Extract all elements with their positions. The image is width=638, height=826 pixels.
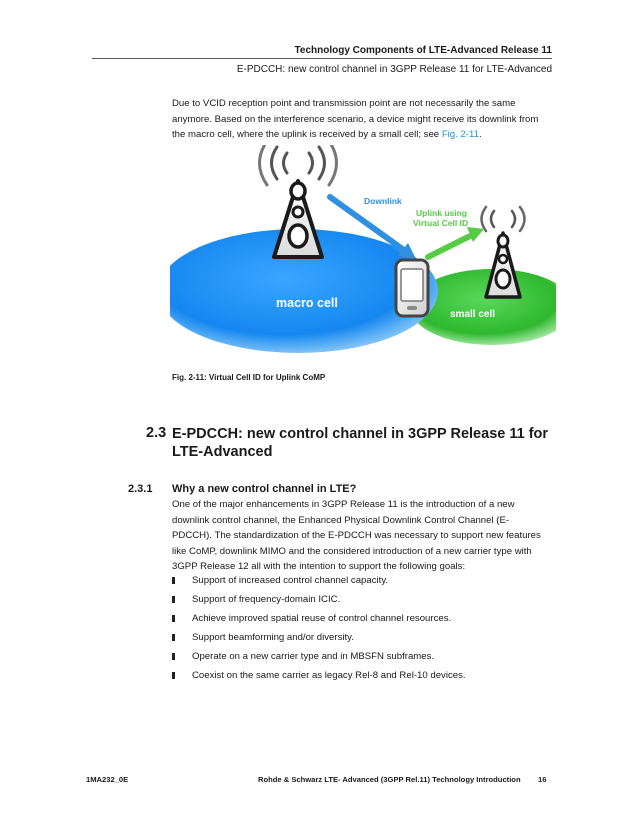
small-cell-tower-icon	[482, 207, 525, 297]
list-item	[172, 611, 554, 630]
macro-cell-label: macro cell	[276, 296, 338, 310]
intro-paragraph	[172, 96, 554, 143]
body-line: downlink control channel, the Enhanced Physical Downlink Control Channel (E-	[172, 514, 510, 526]
uplink-arrow	[428, 227, 484, 257]
list-item	[172, 649, 554, 668]
intro-line	[172, 127, 554, 143]
bullet-icon	[172, 577, 175, 584]
running-header-title: Technology Components of LTE-Advanced Release 11	[294, 45, 552, 56]
list-item	[172, 630, 554, 649]
bullet-icon	[172, 672, 175, 679]
body-line: like CoMP, downlink MIMO and the considered introduction of a new carrier type with	[172, 545, 532, 557]
section-title-line: E-PDCCH: new control channel in 3GPP Release 11 for	[172, 426, 549, 442]
intro-text: the macro cell, where the uplink is received by a small cell; see	[172, 129, 442, 140]
intro-text: .	[478, 129, 482, 140]
goal-text: Coexist on the same carrier as legacy Rel-8 and Rel-10 devices.	[192, 670, 466, 681]
goal-text: Support beamforming and/or diversity.	[192, 632, 354, 643]
figure-caption: Fig. 2-11: Virtual Cell ID for Uplink CoMP	[172, 373, 326, 382]
running-header-subtitle: E-PDCCH: new control channel in 3GPP Release 11 for LTE-Advanced	[236, 64, 552, 75]
goal-text: Support of frequency-domain ICIC.	[192, 594, 341, 605]
bullet-icon	[172, 615, 175, 622]
bullet-icon	[172, 634, 175, 641]
body-line: 3GPP Release 12 all with the intention to support the following goals:	[172, 561, 466, 572]
section-title-line: LTE-Advanced	[172, 444, 273, 460]
bullet-icon	[172, 596, 175, 603]
intro-line: Due to VCID reception point and transmission point are not necessarily the same	[172, 98, 516, 109]
mobile-device-icon	[396, 260, 428, 316]
body-line: PDCCH). The standardization of the E-PDCCH was necessary to support new features	[172, 530, 541, 541]
footer-title: Rohde & Schwarz LTE- Advanced (3GPP Rel.11) Technology Introduction	[258, 775, 521, 784]
bullet-icon	[172, 653, 175, 660]
subsection-title: Why a new control channel in LTE?	[172, 483, 357, 495]
small-cell-label: small cell	[450, 309, 496, 320]
uplink-label-line2: Virtual Cell ID	[413, 218, 469, 228]
section-title	[172, 425, 552, 461]
downlink-label: Downlink	[364, 196, 402, 206]
header-rule	[92, 58, 552, 59]
list-item	[172, 668, 554, 687]
body-paragraph	[172, 497, 554, 575]
section-number: 2.3	[146, 425, 167, 441]
goals-list	[172, 573, 554, 687]
virtual-cell-id-figure	[170, 145, 556, 355]
intro-line: anymore. Based on the interference scenario, a device might receive its downlink from	[172, 113, 539, 125]
subsection-number: 2.3.1	[128, 483, 153, 495]
goal-text: Support of increased control channel capacity.	[192, 575, 389, 586]
goal-text: Achieve improved spatial reuse of control channel resources.	[192, 613, 452, 624]
list-item	[172, 592, 554, 611]
figure-reference-link[interactable]: Fig. 2-11	[441, 129, 479, 140]
list-item	[172, 573, 554, 592]
footer-page-number: 16	[538, 775, 547, 784]
body-line: One of the major enhancements in 3GPP Release 11 is the introduction of a new	[172, 499, 515, 510]
goal-text: Operate on a new carrier type and in MBSFN subframes.	[192, 651, 435, 662]
uplink-label-line1: Uplink using	[416, 208, 467, 218]
footer-doc-id: 1MA232_0E	[86, 775, 129, 784]
